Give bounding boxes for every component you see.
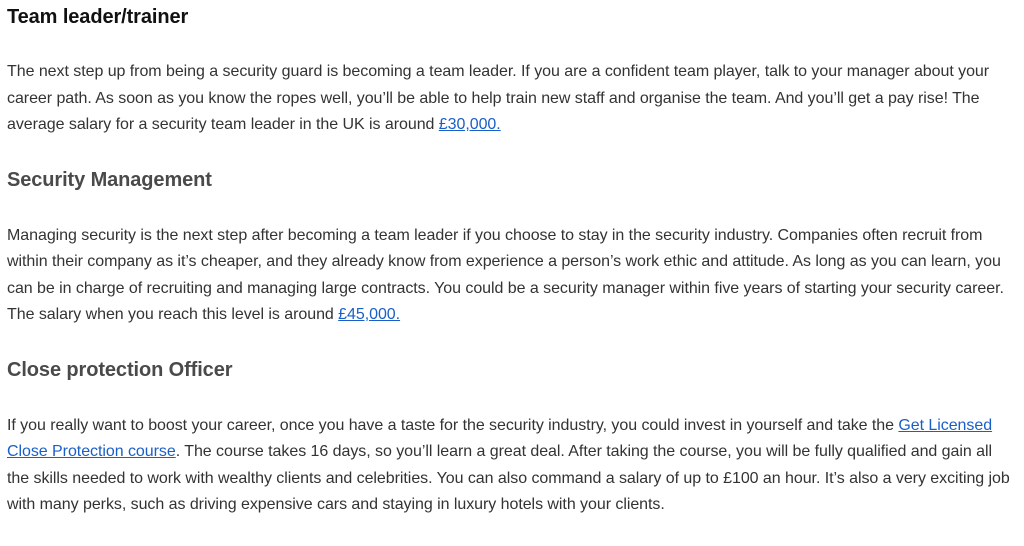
section-security-management [7,168,1024,329]
heading-team-leader: Team leader/trainer [7,6,189,28]
heading-security-management: Security Management [7,168,212,191]
salary-link-30000[interactable]: £30,000. [438,116,501,133]
paragraph-security-management [7,223,1012,329]
section-close-protection [7,358,1024,519]
paragraph-close-protection [7,413,1012,519]
heading-close-protection: Close protection Officer [7,358,233,381]
paragraph-security-management-text: Managing security is the next step after becoming a team leader if you choose to stay in the security industry. Companies often recruit from within their company as it’s cheaper, and they already know from experience a person’s work ethic and attitude. As long as you can learn, you can be in charge of recruiting and managing large contracts. You could be a security manager within five years of starting your security career. The salary when you reach this level is around [7,226,1004,323]
paragraph-close-protection-text-before: If you really want to boost your career, once you have a taste for the security industry, you could invest in yourself and take the [7,416,899,434]
section-team-leader [7,0,1024,139]
salary-link-45000[interactable]: £45,000. [338,306,401,323]
close-protection-course-link[interactable]: Get Licensed Close Protection course [7,416,993,460]
paragraph-team-leader [7,59,1012,139]
paragraph-close-protection-text-after: . The course takes 16 days, so you’ll learn a great deal. After taking the course, you will be fully qualified and gain all the skills needed to work with wealthy clients and celebrities. You can also command a salary of up to £100 an hour. It’s also a very exciting job with many perks, such as driving expensive cars and staying in luxury hotels with your clients. [7,443,1010,513]
paragraph-team-leader-text: The next step up from being a security guard is becoming a team leader. If you are a confident team player, talk to your manager about your career path. As soon as you know the ropes well, you’ll be able to help train new staff and organise the team. And you’ll get a pay rise! The average salary for a security team leader in the UK is around [7,63,990,133]
